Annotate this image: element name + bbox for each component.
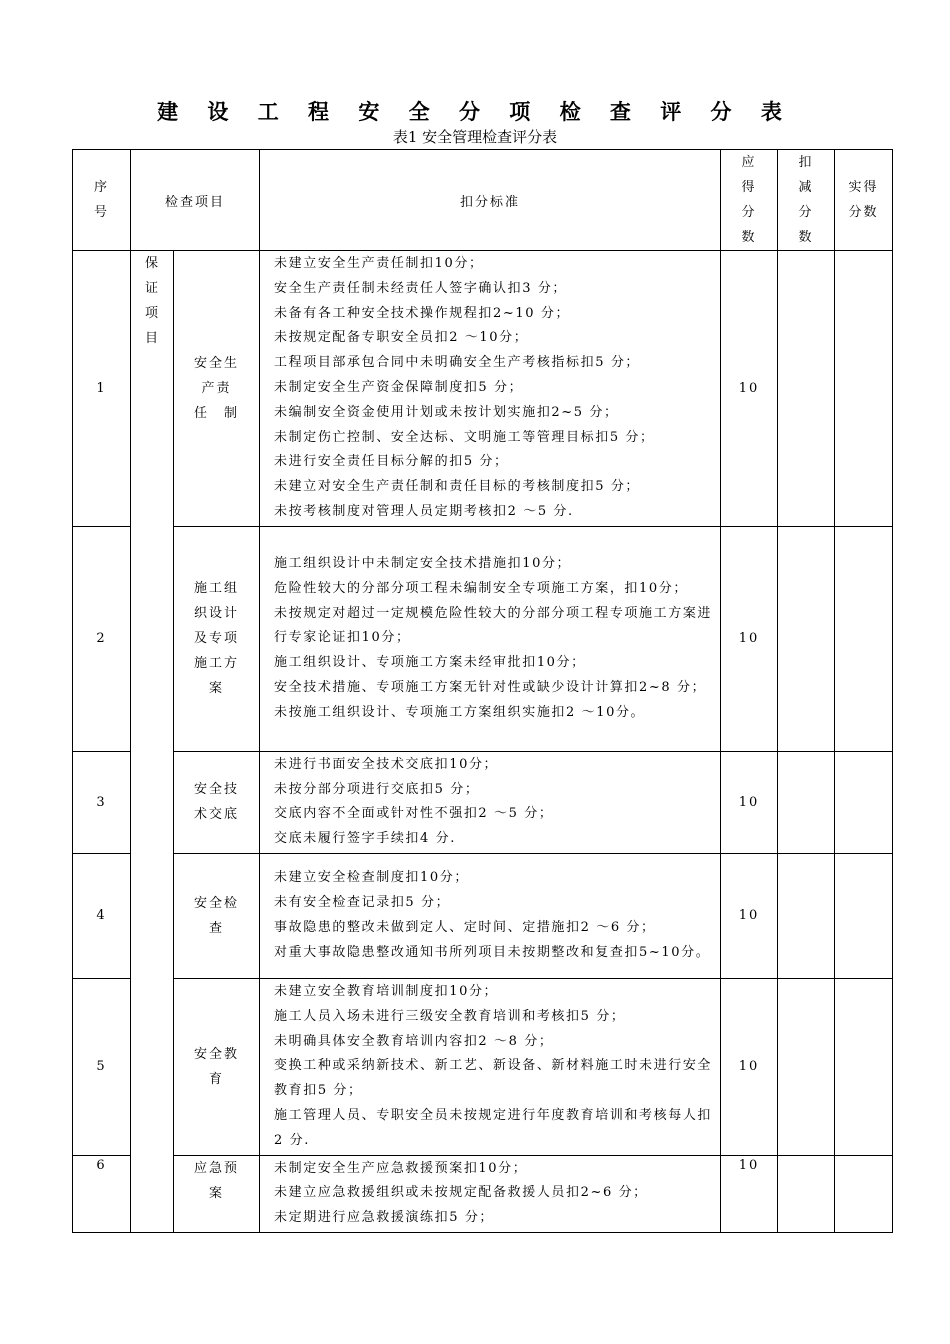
row-actual-score[interactable] (835, 251, 893, 527)
row-no: 6 (73, 1155, 131, 1232)
row-item: 安全生 产责 任 制 (174, 251, 260, 527)
table-row (73, 978, 893, 1155)
table-row (73, 751, 893, 853)
row-actual-score[interactable] (835, 1155, 893, 1232)
row-item: 安全教 育 (174, 978, 260, 1155)
table-row (73, 853, 893, 978)
row-actual-score[interactable] (835, 978, 893, 1155)
row-deduct-score[interactable] (778, 1155, 835, 1232)
row-standards: 未建立安全生产责任制扣10分； 安全生产责任制未经责任人签字确认扣3 分； 未备有各工种安全技术操作规程扣2~10 分； 未按规定配备专职安全员扣2 ～10分； 工程项目部承包合同中未明确安全生产考核指标扣5 分； 未制定安全生产资金保障制度扣5 分； 未编制安全资金使用计划或未按计划实施扣2~5 分； 未制定伤亡控制、安全达标、文明施工等管理目标扣5 分； 未进行安全责任目标分解的扣5 分； 未建立对安全生产责任制和责任目标的考核制度扣5 分； 未按考核制度对管理人员定期考核扣2 ～5 分. (260, 251, 721, 527)
row-no: 5 (73, 978, 131, 1155)
table-row (73, 1155, 893, 1232)
table-row (73, 526, 893, 751)
row-actual-score[interactable] (835, 853, 893, 978)
row-actual-score[interactable] (835, 526, 893, 751)
header-row (73, 150, 893, 251)
header-actual-score: 实得 分数 (835, 150, 893, 251)
header-should-score: 应 得 分 数 (721, 150, 778, 251)
row-should-score: 10 (721, 251, 778, 527)
row-deduct-score[interactable] (778, 526, 835, 751)
table-row (73, 251, 893, 527)
row-item: 施工组 织设计 及专项 施工方 案 (174, 526, 260, 751)
header-standard: 扣分标准 (260, 150, 721, 251)
row-actual-score[interactable] (835, 751, 893, 853)
row-item: 安全技 术交底 (174, 751, 260, 853)
row-no: 4 (73, 853, 131, 978)
score-table (72, 149, 893, 1233)
header-no: 序 号 (73, 150, 131, 251)
row-should-score: 10 (721, 1155, 778, 1232)
row-should-score: 10 (721, 853, 778, 978)
row-deduct-score[interactable] (778, 853, 835, 978)
header-item: 检查项目 (131, 150, 260, 251)
page-title: 建 设 工 程 安 全 分 项 检 查 评 分 表 (157, 100, 793, 124)
header-deduct-score: 扣 减 分 数 (778, 150, 835, 251)
row-standards: 未建立安全检查制度扣10分； 未有安全检查记录扣5 分； 事故隐患的整改未做到定人、定时间、定措施扣2 ～6 分； 对重大事故隐患整改通知书所列项目未按期整改和复查扣5~10分。 (260, 853, 721, 978)
row-standards: 未进行书面安全技术交底扣10分； 未按分部分项进行交底扣5 分； 交底内容不全面或针对性不强扣2 ～5 分； 交底未履行签字手续扣4 分. (260, 751, 721, 853)
row-item: 应急预 案 (174, 1155, 260, 1232)
row-deduct-score[interactable] (778, 751, 835, 853)
row-should-score: 10 (721, 751, 778, 853)
row-no: 1 (73, 251, 131, 527)
table-caption: 表1 安全管理检查评分表 (392, 128, 558, 146)
row-should-score: 10 (721, 526, 778, 751)
row-no: 2 (73, 526, 131, 751)
row-standards: 未建立安全教育培训制度扣10分； 施工人员入场未进行三级安全教育培训和考核扣5 分； 未明确具体安全教育培训内容扣2 ～8 分； 变换工种或采纳新技术、新工艺、新设备、新材料施工时未进行安全教育扣5 分； 施工管理人员、专职安全员未按规定进行年度教育培训和考核每人扣2 分. (260, 978, 721, 1155)
row-standards: 施工组织设计中未制定安全技术措施扣10分； 危险性较大的分部分项工程未编制安全专项施工方案，扣10分； 未按规定对超过一定规模危险性较大的分部分项工程专项施工方案进行专家论证扣10分； 施工组织设计、专项施工方案未经审批扣10分； 安全技术措施、专项施工方案无针对性或缺少设计计算扣2~8 分； 未按施工组织设计、专项施工方案组织实施扣2 ～10分。 (260, 526, 721, 751)
row-no: 3 (73, 751, 131, 853)
category-guarantee-items: 保 证 项 目 (131, 251, 174, 1233)
row-deduct-score[interactable] (778, 251, 835, 527)
row-standards: 未制定安全生产应急救援预案扣10分； 未建立应急救援组织或未按规定配备救援人员扣2~6 分； 未定期进行应急救援演练扣5 分； (260, 1155, 721, 1232)
row-item: 安全检 查 (174, 853, 260, 978)
row-should-score: 10 (721, 978, 778, 1155)
row-deduct-score[interactable] (778, 978, 835, 1155)
